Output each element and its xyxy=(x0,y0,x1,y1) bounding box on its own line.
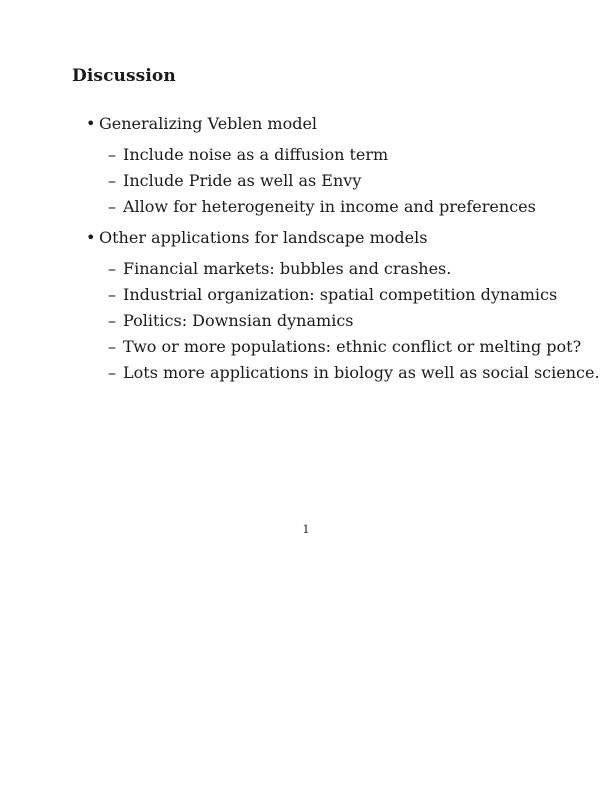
sub-list xyxy=(108,256,600,386)
dash-icon: – xyxy=(108,259,116,278)
sub-item-text: Financial markets: bubbles and crashes. xyxy=(123,259,452,278)
dash-icon: – xyxy=(108,363,116,382)
bullet-dot-icon: • xyxy=(86,228,96,247)
dash-icon: – xyxy=(108,337,116,356)
dash-icon: – xyxy=(108,285,116,304)
sub-item-text: Include noise as a diffusion term xyxy=(123,145,389,164)
bullet-label: Other applications for landscape models xyxy=(99,228,428,247)
section-heading: Discussion xyxy=(72,66,176,86)
sub-item xyxy=(108,282,566,308)
page-number: 1 xyxy=(302,523,310,536)
sub-item-text: Include Pride as well as Envy xyxy=(123,171,362,190)
sub-item xyxy=(108,194,566,220)
sub-item xyxy=(108,142,566,168)
sub-item xyxy=(108,308,566,334)
dash-icon: – xyxy=(108,197,116,216)
sub-item xyxy=(108,256,566,282)
dash-icon: – xyxy=(108,171,116,190)
sub-item xyxy=(108,334,582,360)
sub-item-text: Allow for heterogeneity in income and preferences xyxy=(123,197,536,216)
sub-item-text: Industrial organization: spatial competition dynamics xyxy=(123,285,558,304)
dash-icon: – xyxy=(108,145,116,164)
dash-icon: – xyxy=(108,311,116,330)
sub-item-text: Politics: Downsian dynamics xyxy=(123,311,354,330)
sub-item xyxy=(108,168,566,194)
sub-item xyxy=(108,360,600,386)
bullet-label: Generalizing Veblen model xyxy=(99,114,318,133)
bullet-list xyxy=(86,112,600,392)
bullet-dot-icon: • xyxy=(86,114,96,133)
sub-item-text: Lots more applications in biology as well as social science. xyxy=(123,363,600,382)
bullet-item xyxy=(86,226,566,250)
bullet-item xyxy=(86,112,566,136)
sub-item-text: Two or more populations: ethnic conflict or melting pot? xyxy=(123,337,582,356)
sub-list xyxy=(108,142,566,220)
